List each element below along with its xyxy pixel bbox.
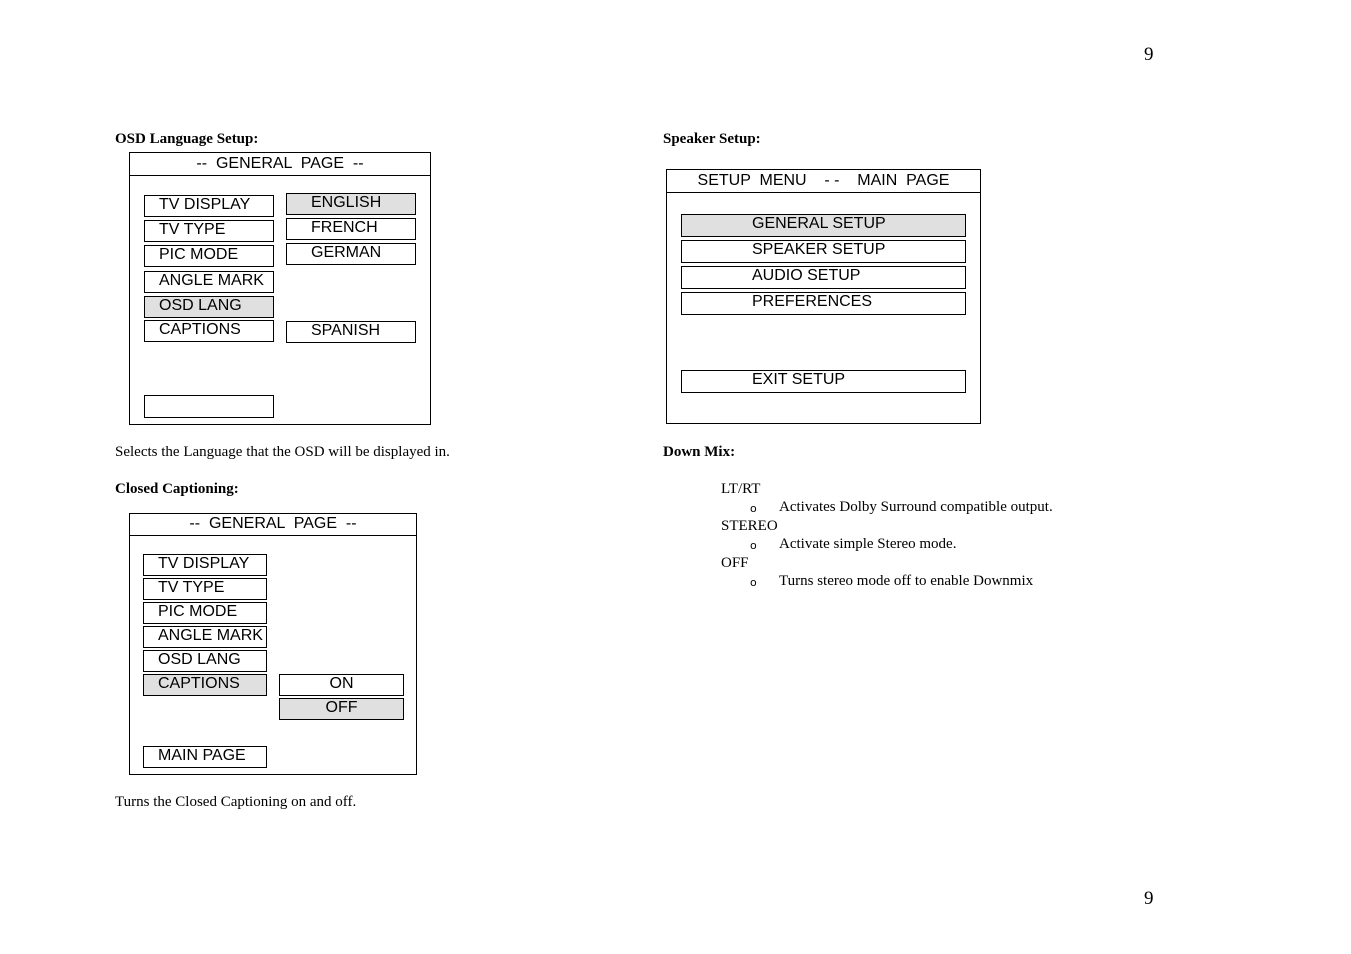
captions-general-page-panel (129, 513, 417, 775)
speaker-menu-exit-setup[interactable]: EXIT SETUP (681, 370, 966, 393)
speaker-heading: Speaker Setup: (663, 131, 761, 147)
osd-panel-title: -- GENERAL PAGE -- (130, 153, 430, 176)
captions-menu-captions[interactable]: CAPTIONS (143, 674, 267, 696)
speaker-menu-general-setup[interactable]: GENERAL SETUP (681, 214, 966, 237)
downmix-item-label: STEREO (721, 518, 778, 534)
osd-general-page-panel (129, 152, 431, 425)
captions-menu-angle-mark[interactable]: ANGLE MARK (143, 626, 267, 648)
captions-heading: Closed Captioning: (115, 481, 239, 497)
osd-menu-angle-mark[interactable]: ANGLE MARK (144, 271, 274, 293)
captions-menu-osd-lang[interactable]: OSD LANG (143, 650, 267, 672)
captions-menu-main-page[interactable]: MAIN PAGE (143, 746, 267, 768)
osd-option-french[interactable]: FRENCH (286, 218, 416, 240)
bullet-icon: o (750, 576, 757, 589)
osd-description: Selects the Language that the OSD will be displayed in. (115, 444, 450, 460)
bullet-icon: o (750, 502, 757, 515)
downmix-item-detail: Activates Dolby Surround compatible output. (779, 499, 1053, 515)
osd-menu-osd-lang[interactable]: OSD LANG (144, 296, 274, 318)
speaker-menu-preferences[interactable]: PREFERENCES (681, 292, 966, 315)
speaker-menu-speaker-setup[interactable]: SPEAKER SETUP (681, 240, 966, 263)
downmix-item-label: OFF (721, 555, 749, 571)
downmix-heading: Down Mix: (663, 444, 736, 460)
downmix-item-detail: Turns stereo mode off to enable Downmix (779, 573, 1034, 589)
page-number-bottom: 9 (1144, 888, 1154, 909)
captions-menu-tv-display[interactable]: TV DISPLAY (143, 554, 267, 576)
downmix-item-label: LT/RT (721, 481, 761, 497)
captions-panel-title: -- GENERAL PAGE -- (130, 514, 416, 536)
bullet-icon: o (750, 539, 757, 552)
osd-option-english[interactable]: ENGLISH (286, 193, 416, 215)
page-number-top: 9 (1144, 44, 1154, 65)
osd-option-german[interactable]: GERMAN (286, 243, 416, 265)
captions-menu-tv-type[interactable]: TV TYPE (143, 578, 267, 600)
captions-description: Turns the Closed Captioning on and off. (115, 794, 357, 810)
speaker-panel-title: SETUP MENU - - MAIN PAGE (667, 170, 980, 193)
osd-menu-pic-mode[interactable]: PIC MODE (144, 245, 274, 267)
captions-option-off[interactable]: OFF (279, 698, 404, 720)
speaker-menu-audio-setup[interactable]: AUDIO SETUP (681, 266, 966, 289)
captions-menu-pic-mode[interactable]: PIC MODE (143, 602, 267, 624)
osd-option-spanish[interactable]: SPANISH (286, 321, 416, 343)
speaker-main-page-panel (666, 169, 981, 424)
downmix-item-detail: Activate simple Stereo mode. (779, 536, 957, 552)
osd-menu-captions[interactable]: CAPTIONS (144, 320, 274, 342)
osd-menu-tv-display[interactable]: TV DISPLAY (144, 195, 274, 217)
osd-heading: OSD Language Setup: (115, 131, 259, 147)
osd-menu-tv-type[interactable]: TV TYPE (144, 220, 274, 242)
osd-menu-empty[interactable] (144, 395, 274, 418)
captions-option-on[interactable]: ON (279, 674, 404, 696)
